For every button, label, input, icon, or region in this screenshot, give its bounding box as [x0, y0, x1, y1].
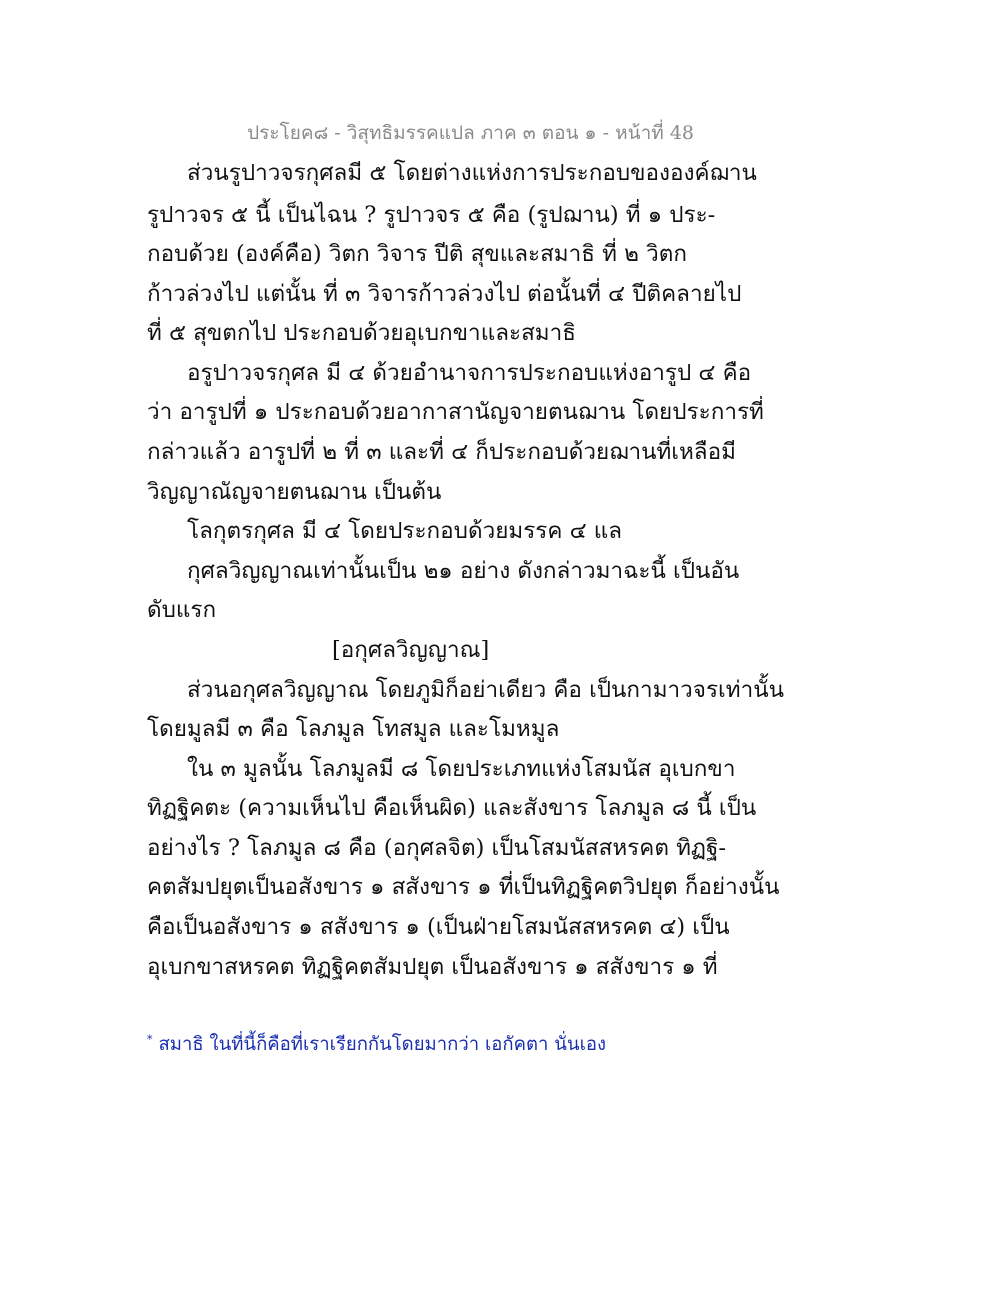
- text-line: วิญญาณัญจายตนฌาน เป็นต้น: [147, 479, 442, 505]
- text-line: อรูปาวจรกุศล มี ๔ ด้วยอำนาจการประกอบแห่งอารูป ๔ คือ: [187, 360, 752, 386]
- text-line: ใน ๓ มูลนั้น โลภมูลมี ๘ โดยประเภทแห่งโสมนัส อุเบกขา: [187, 756, 736, 782]
- text-line: รูปาวจร ๕ นี้ เป็นไฉน ? รูปาวจร ๕ คือ (รูปฌาน) ที่ ๑ ประ-: [147, 202, 716, 228]
- footnote: [147, 1030, 606, 1059]
- text-line: ว่า อารูปที่ ๑ ประกอบด้วยอากาสานัญจายตนฌาน โดยประการที่: [147, 399, 764, 425]
- text-line: ส่วนรูปาวจรกุศลมี ๕ โดยต่างแห่งการประกอบขององค์ฌาน: [187, 160, 757, 186]
- text-line: กุศลวิญญาณเท่านั้นเป็น ๒๑ อย่าง ดังกล่าวมาฉะนี้ เป็นอัน: [187, 558, 740, 584]
- text-line: โดยมูลมี ๓ คือ โลภมูล โทสมูล และโมหมูล: [147, 716, 560, 742]
- text-line: กอบด้วย (องค์คือ) วิตก วิจาร ปีติ สุขและสมาธิ ที่ ๒ วิตก: [147, 241, 687, 267]
- text-line: อุเบกขาสหรคต ทิฏฐิคตสัมปยุต เป็นอสังขาร ๑ สสังขาร ๑ ที่: [147, 954, 718, 980]
- text-line: ทิฏฐิคตะ (ความเห็นไป คือเห็นผิด) และสังขาร โลภมูล ๘ นี้ เป็น: [147, 795, 757, 821]
- section-heading: [อกุศลวิญญาณ]: [332, 637, 490, 663]
- footnote-marker: *: [147, 1032, 153, 1046]
- text-line: ส่วนอกุศลวิญญาณ โดยภูมิก็อย่าเดียว คือ เป็นกามาวจรเท่านั้น: [187, 677, 784, 703]
- text-line: ก้าวล่วงไป แต่นั้น ที่ ๓ วิจารก้าวล่วงไป ต่อนั้นที่ ๔ ปีติคลายไป: [147, 281, 742, 307]
- text-line: อย่างไร ? โลภมูล ๘ คือ (อกุศลจิต) เป็นโสมนัสสหรคต ทิฏฐิ-: [147, 835, 727, 861]
- text-line: คตสัมปยุตเป็นอสังขาร ๑ สสังขาร ๑ ที่เป็นทิฏฐิคตวิปยุต ก็อย่างนั้น: [147, 874, 780, 900]
- text-line: ดับแรก: [147, 597, 217, 623]
- text-line: กล่าวแล้ว อารูปที่ ๒ ที่ ๓ และที่ ๔ ก็ประกอบด้วยฌานที่เหลือมี: [147, 439, 736, 465]
- text-line: คือเป็นอสังขาร ๑ สสังขาร ๑ (เป็นฝ่ายโสมนัสสหรคต ๔) เป็น: [147, 914, 730, 940]
- page-header: ประโยค๘ - วิสุทธิมรรคแปล ภาค ๓ ตอน ๑ - หน้าที่ 48: [247, 122, 694, 144]
- text-line: ที่ ๕ สุขตกไป ประกอบด้วยอุเบกขาและสมาธิ: [147, 320, 576, 346]
- footnote-text: สมาธิ ในที่นี้ก็คือที่เราเรียกกันโดยมากว่า เอกัคตา นั่นเอง: [158, 1034, 607, 1055]
- text-line: โลกุตรกุศล มี ๔ โดยประกอบด้วยมรรค ๔ แล: [187, 518, 623, 544]
